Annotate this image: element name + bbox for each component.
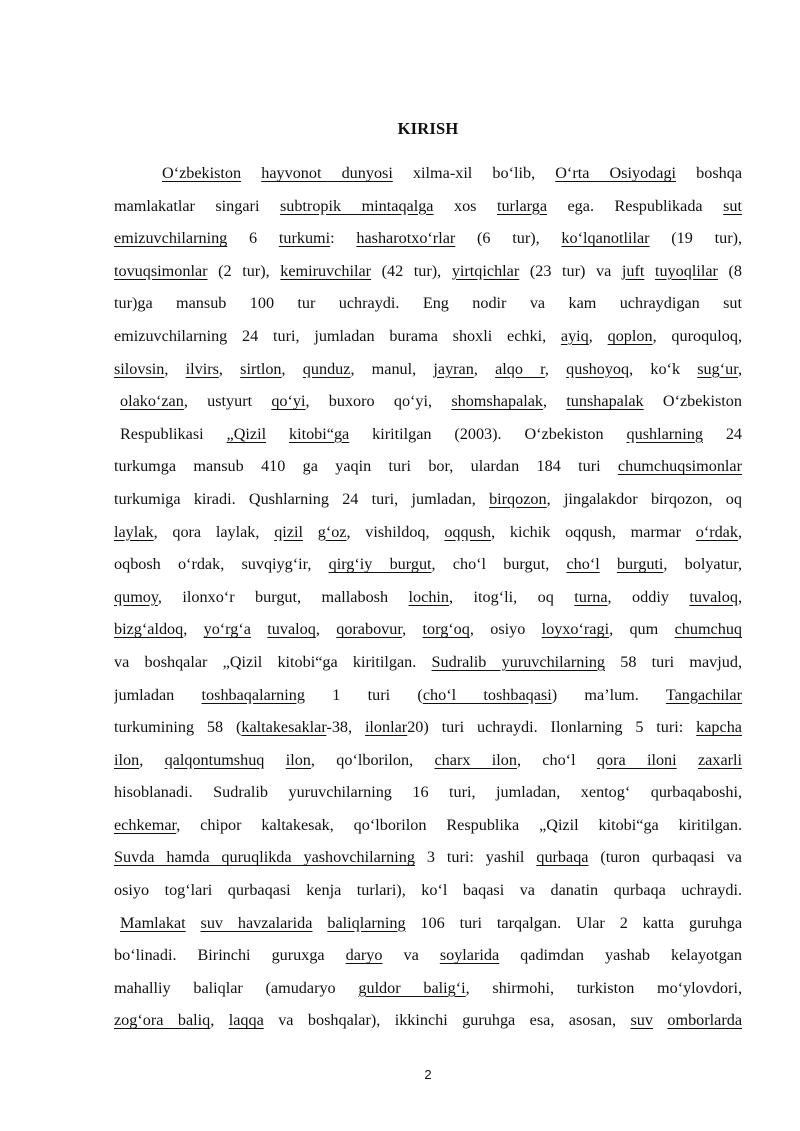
underlined-term: g‘oz: [317, 522, 347, 541]
text-run: ,: [164, 359, 186, 378]
text-run: ,: [315, 620, 337, 639]
underlined-term: omborlarda: [667, 1011, 742, 1030]
underlined-term: tunshapalak: [566, 392, 644, 411]
text-line: [114, 222, 742, 255]
text-run: ,: [737, 522, 742, 541]
underlined-term: hayvonot dunyosi: [261, 164, 393, 182]
underlined-term: lochin: [408, 587, 450, 606]
underlined-term: Tangachilar: [665, 685, 742, 704]
underlined-term: kaltakesaklar: [241, 718, 327, 737]
text-run: ,: [588, 326, 608, 345]
text-run: ,: [737, 587, 742, 606]
text-line: [120, 385, 742, 418]
text-run: bo‘linadi. Birinchi guruxga: [114, 946, 346, 965]
text-run: [600, 555, 617, 573]
underlined-term: guldor balig‘i: [358, 978, 466, 997]
text-run: ,: [543, 392, 567, 411]
underlined-term: qizil: [274, 522, 303, 541]
text-run: xos: [433, 196, 497, 215]
underlined-term: yo‘rg‘a: [203, 620, 251, 639]
text-line: [114, 809, 742, 842]
underlined-term: O‘zbekiston: [162, 164, 242, 182]
text-run: [251, 620, 267, 638]
text-run: (turon qurbaqasi va: [588, 848, 742, 867]
text-run: mamlakatlar singari: [114, 196, 280, 215]
text-run: hisoblanadi. Sudralib yuruvchilarning 16 turi, jumladan, xentog‘ qurbaqaboshi,: [114, 783, 742, 802]
text-line: [114, 646, 742, 679]
underlined-term: zog‘ora baliq: [114, 1011, 211, 1030]
underlined-term: toshbaqalarning: [201, 685, 305, 704]
text-run: [677, 751, 698, 769]
underlined-term: cho‘l: [566, 555, 600, 574]
text-line: [114, 255, 742, 288]
underlined-term: ko‘lqanotlilar: [561, 229, 650, 248]
text-run: ,: [218, 359, 241, 378]
text-line: [114, 744, 742, 777]
underlined-term: qushoyoq: [566, 359, 630, 378]
underlined-term: suv havzalarida: [200, 913, 313, 932]
underlined-term: kemiruvchilar: [280, 261, 372, 280]
text-run: , ko‘k: [629, 359, 698, 378]
text-run: ,: [281, 359, 303, 378]
text-run: [644, 262, 655, 280]
underlined-term: laylak: [114, 522, 154, 541]
text-run: [312, 914, 327, 932]
text-run: va boshqalar), ikkinchi guruhga esa, asosan,: [263, 1011, 631, 1030]
text-run: , shirmohi, turkiston mo‘ylovdori,: [465, 978, 742, 997]
text-run: osiyo tog‘lari qurbaqasi kenja turlari), ko‘l baqasi va danatin qurbaqa uchraydi.: [114, 881, 742, 900]
underlined-term: subtropik mintaqalga: [279, 196, 434, 215]
text-run: mahalliy baliqlar (amudaryo: [114, 978, 359, 997]
text-run: ,: [139, 750, 165, 769]
text-run: 20) turi uchraydi. Ilonlarning 5 turi:: [407, 718, 697, 737]
text-run: , ustyurt: [183, 392, 272, 411]
underlined-term: Sudralib yuruvchilarning: [431, 652, 606, 671]
underlined-term: chumchuq: [674, 620, 742, 639]
underlined-term: torg‘oq: [422, 620, 470, 639]
underlined-term: olako‘zan: [120, 392, 184, 411]
underlined-term: echkemar: [114, 815, 177, 834]
underlined-term: tuvaloq: [689, 587, 738, 606]
text-run: [266, 425, 289, 443]
text-run: va boshqalar „Qizil kitobi“ga kiritilgan.: [114, 652, 432, 671]
underlined-term: soylarida: [439, 946, 500, 965]
underlined-term: emizuvchilarning: [114, 229, 228, 248]
text-run: ,: [544, 359, 567, 378]
underlined-term: jayran: [433, 359, 474, 378]
text-run: ,: [210, 1011, 229, 1030]
text-run: ,: [473, 359, 496, 378]
underlined-term: ilonlar: [364, 718, 408, 737]
underlined-term: laqqa: [228, 1011, 264, 1030]
underlined-term: ilon: [114, 750, 140, 769]
underlined-term: tuvaloq: [267, 620, 316, 639]
underlined-term: sug‘ur: [697, 359, 738, 378]
underlined-term: baliqlarning: [327, 913, 406, 932]
underlined-term: qumoy: [114, 587, 158, 606]
text-line: [114, 320, 742, 353]
text-run: (8: [717, 261, 742, 280]
text-run: boshqa: [676, 164, 742, 182]
underlined-term: suv: [630, 1011, 653, 1030]
text-line: [114, 1004, 742, 1037]
text-run: ,: [402, 620, 423, 639]
text-line: [114, 516, 742, 549]
underlined-term: charx ilon: [434, 750, 517, 769]
text-run: va: [382, 946, 440, 965]
text-run: , vishildoq,: [346, 522, 445, 541]
text-run: ) ma’lum.: [551, 685, 666, 704]
underlined-term: oqqush: [444, 522, 492, 541]
text-line: [114, 776, 742, 809]
underlined-term: qushlarning: [626, 424, 703, 443]
text-run: [303, 523, 318, 541]
text-line: [120, 418, 742, 451]
text-run: , manul,: [350, 359, 434, 378]
text-run: ,: [183, 620, 204, 639]
text-run: :: [330, 229, 357, 248]
underlined-term: ayiq: [560, 326, 589, 345]
text-run: Respublikasi: [120, 424, 227, 443]
text-run: O‘zbekiston: [643, 392, 742, 411]
text-run: , buxoro qo‘yi,: [305, 392, 452, 411]
text-run: , cho‘l: [516, 750, 597, 769]
page-title: KIRISH: [397, 119, 459, 138]
text-line: [114, 679, 742, 712]
text-run: tur)ga mansub 100 tur uchraydi. Eng nodir va kam uchraydigan sut: [114, 294, 742, 313]
text-line: [114, 353, 742, 386]
underlined-term: silovsin: [114, 359, 165, 378]
text-line: [114, 287, 742, 320]
text-run: 3 turi: yashil: [414, 848, 537, 867]
text-run: turkumining 58 (: [114, 718, 242, 737]
underlined-term: shomshapalak: [451, 392, 544, 411]
underlined-term: qalqontumshuq: [164, 750, 265, 769]
underlined-term: turlarga: [496, 196, 548, 215]
text-run: 58 turi mavjud,: [605, 652, 742, 671]
text-run: xilma-xil bo‘lib,: [392, 164, 556, 182]
text-run: [186, 914, 201, 932]
text-run: , osiyo: [469, 620, 542, 639]
text-run: , oddiy: [607, 587, 690, 606]
text-line: [114, 841, 742, 874]
underlined-term: O‘rta Osiyodagi: [555, 164, 677, 182]
text-run: oqbosh o‘rdak, suvqiyg‘ir,: [114, 555, 329, 574]
underlined-term: chumchuqsimonlar: [617, 457, 742, 476]
text-line: [114, 157, 742, 190]
text-run: , ilonxo‘r burgut, mallabosh: [157, 587, 409, 606]
text-run: (19 tur),: [649, 229, 742, 248]
text-run: [241, 164, 261, 182]
text-run: emizuvchilarning 24 turi, jumladan burama shoxli echki,: [114, 326, 561, 345]
text-run: (6 tur),: [455, 229, 562, 248]
underlined-term: tovuqsimonlar: [114, 261, 208, 280]
text-run: kiritilgan (2003). O‘zbekiston: [349, 424, 627, 443]
underlined-term: o‘rdak: [695, 522, 738, 541]
text-run: 106 turi tarqalgan. Ular 2 katta guruhga: [405, 913, 742, 932]
text-run: 1 turi (: [304, 685, 423, 704]
underlined-term: zaxarli: [697, 750, 742, 769]
underlined-term: hasharotxo‘rlar: [356, 229, 456, 248]
underlined-term: alqo r: [495, 359, 545, 378]
text-run: (42 tur),: [371, 261, 452, 280]
underlined-term: loyxo‘ragi: [541, 620, 610, 639]
text-run: (2 tur),: [207, 261, 281, 280]
text-run: ,: [737, 359, 742, 378]
text-line: [114, 874, 742, 907]
underlined-term: ilon: [285, 750, 311, 769]
underlined-term: Suvda hamda quruqlikda yashovchilarning: [114, 848, 415, 867]
text-run: , cho‘l burgut,: [431, 555, 567, 574]
underlined-term: daryo: [345, 946, 383, 965]
text-line: [114, 190, 742, 223]
underlined-term: juft: [621, 261, 645, 280]
text-run: qadimdan yashab kelayotgan: [499, 946, 742, 965]
underlined-term: qorabovur: [336, 620, 403, 639]
text-run: [264, 751, 285, 769]
text-line: [120, 907, 742, 940]
underlined-term: qurbaqa: [536, 848, 589, 867]
page-number: 2: [424, 1067, 432, 1082]
underlined-term: birqozon: [489, 489, 547, 508]
underlined-term: cho‘l toshbaqasi: [422, 685, 552, 704]
body-text: [114, 157, 742, 1037]
text-run: , bolyatur,: [663, 555, 742, 574]
underlined-term: qoplon: [607, 326, 653, 345]
text-run: -38,: [326, 718, 365, 737]
text-run: , qora laylak,: [153, 522, 275, 541]
underlined-term: yirtqichlar: [451, 261, 520, 280]
underlined-term: qunduz: [302, 359, 351, 378]
text-run: , chipor kaltakesak, qo‘lborilon Respublika „Qizil kitobi“ga kiritilgan.: [176, 815, 742, 834]
text-run: , quroquloq,: [652, 326, 742, 345]
text-run: 6: [227, 229, 279, 248]
text-run: , qo‘lborilon,: [310, 750, 435, 769]
underlined-term: kitobi“ga: [289, 424, 350, 443]
text-run: , qum: [609, 620, 675, 639]
underlined-term: „Qizil: [226, 424, 267, 443]
underlined-term: bizg‘aldoq: [114, 620, 184, 639]
underlined-term: sirtlon: [240, 359, 282, 378]
underlined-term: qo‘yi: [271, 392, 306, 411]
text-run: turkumga mansub 410 ga yaqin turi bor, ulardan 184 turi: [114, 457, 618, 476]
text-line: [114, 450, 742, 483]
text-run: 24: [702, 424, 742, 443]
underlined-term: Mamlakat: [120, 913, 186, 932]
underlined-term: tuyoqlilar: [654, 261, 718, 280]
text-run: , kichik oqqush, marmar: [491, 522, 696, 541]
text-line: [114, 581, 742, 614]
underlined-term: kapcha: [696, 718, 742, 737]
text-run: ega. Respublikada: [547, 196, 724, 215]
underlined-term: qora iloni: [596, 750, 677, 769]
text-run: turkumiga kiradi. Qushlarning 24 turi, jumladan,: [114, 489, 490, 508]
text-line: [114, 548, 742, 581]
underlined-term: sut: [723, 196, 742, 215]
underlined-term: burguti: [616, 555, 664, 574]
underlined-term: ilvirs: [185, 359, 219, 378]
text-line: [114, 483, 742, 516]
text-run: [653, 1011, 667, 1029]
text-run: (23 tur) va: [519, 261, 622, 280]
underlined-term: turna: [574, 587, 608, 606]
text-line: [114, 613, 742, 646]
underlined-term: turkumi: [278, 229, 331, 248]
underlined-term: qirg‘iy burgut: [328, 555, 432, 574]
text-line: [114, 972, 742, 1005]
text-line: [114, 711, 742, 744]
text-run: , jingalakdor birqozon, oq: [546, 489, 742, 508]
text-run: jumladan: [114, 685, 202, 704]
text-line: [114, 939, 742, 972]
text-run: , itog‘li, oq: [449, 587, 575, 606]
